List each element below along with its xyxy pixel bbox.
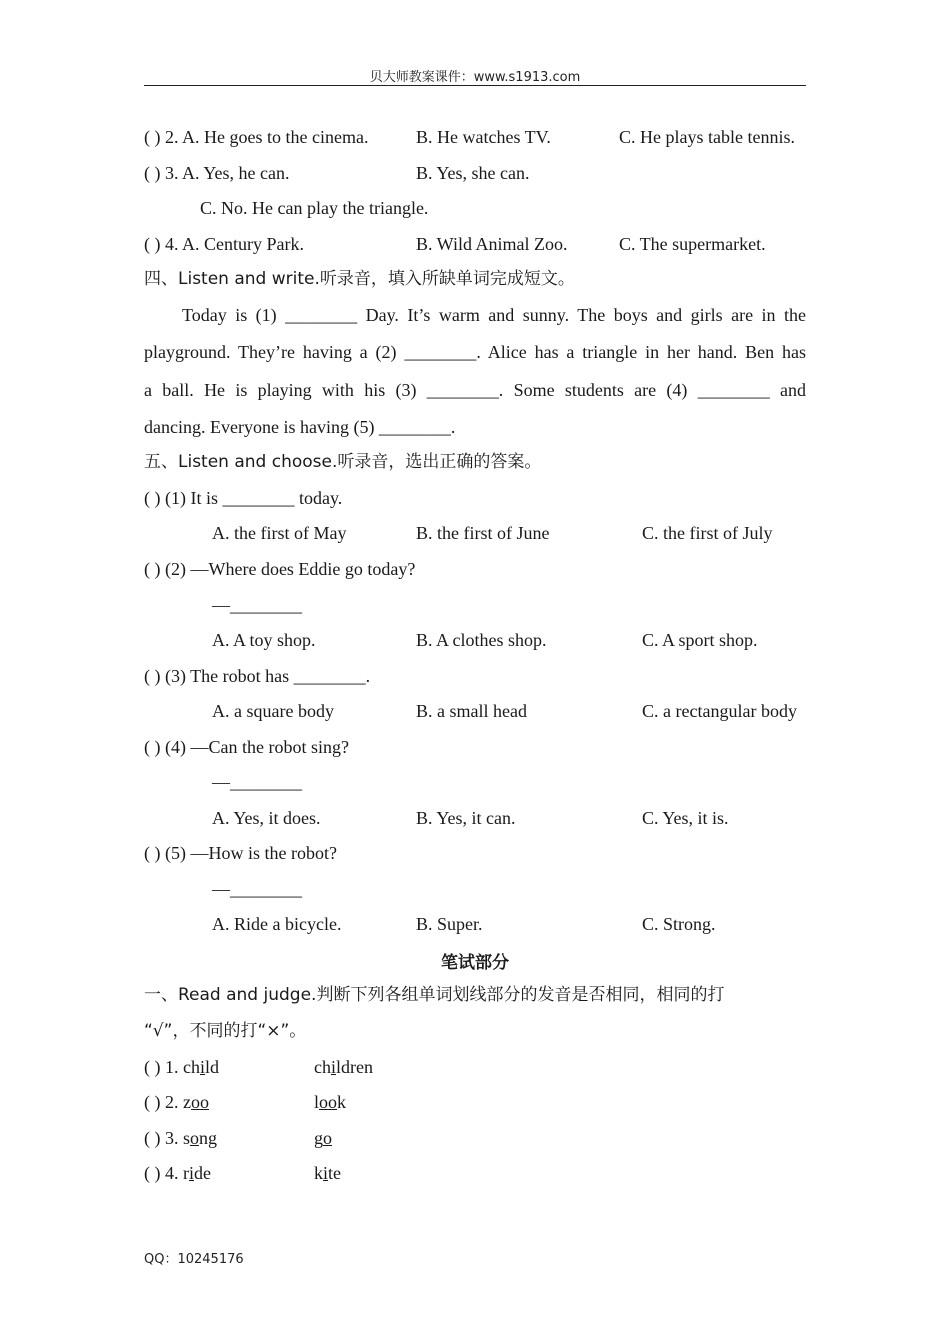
written-section1-title-line1: 一、Read and judge.判断下列各组单词划线部分的发音是否相同，相同的打 — [144, 985, 725, 1005]
s5-q5-stem: ( ) (5) —How is the robot? — [144, 843, 337, 863]
underlined-letters: i — [189, 1163, 195, 1183]
word-part: ng — [199, 1128, 218, 1148]
judge-item-1-word2 — [314, 1056, 373, 1078]
q2-option-c: C. He plays table tennis. — [619, 127, 795, 147]
word-part: de — [194, 1163, 212, 1183]
q4-option-b: B. Wild Animal Zoo. — [416, 234, 568, 254]
s5-q4-answer-blank: —________ — [212, 772, 302, 792]
question-2 — [144, 126, 368, 148]
word-part: ldren — [336, 1057, 373, 1077]
page-footer: QQ：10245176 — [144, 1252, 244, 1267]
underlined-letters: o — [323, 1128, 332, 1148]
s5-q3-stem: ( ) (3) The robot has ________. — [144, 666, 371, 686]
q2-option-b: B. He watches TV. — [416, 127, 551, 147]
s5-q2-option-b: B. A clothes shop. — [416, 630, 547, 650]
underlined-letters: oo — [319, 1092, 338, 1112]
word-part: ch — [314, 1057, 331, 1077]
word-part: k — [337, 1092, 347, 1112]
word-part: k — [314, 1163, 323, 1183]
s5-q4-option-b: B. Yes, it can. — [416, 808, 516, 828]
judge-item-4 — [144, 1162, 211, 1184]
word-part: te — [328, 1163, 342, 1183]
s5-q1-option-c: C. the first of July — [642, 523, 773, 543]
word-part: l — [314, 1092, 320, 1112]
s5-q1-option-a: A. the first of May — [212, 523, 347, 543]
word-part: r — [183, 1163, 189, 1183]
underlined-letters: i — [331, 1057, 337, 1077]
underlined-letters: oo — [191, 1092, 209, 1112]
section5-title: 五、Listen and choose.听录音，选出正确的答案。 — [144, 452, 542, 472]
s5-q2-option-c: C. A sport shop. — [642, 630, 758, 650]
s5-q1-option-b: B. the first of June — [416, 523, 550, 543]
q4-option-c: C. The supermarket. — [619, 234, 766, 254]
s5-q4-option-c: C. Yes, it is. — [642, 808, 729, 828]
word-part: z — [183, 1092, 191, 1112]
q2-option-a: ( ) 2. A. He goes to the cinema. — [144, 127, 369, 147]
page-header: 贝大师教案课件：www.s1913.com — [369, 70, 581, 85]
underlined-letters: i — [200, 1057, 206, 1077]
judge-item-3-word2 — [314, 1127, 332, 1149]
judge-item-3 — [144, 1127, 217, 1149]
underlined-letters: o — [190, 1128, 200, 1148]
passage-line-4: dancing. Everyone is having (5) ________. — [144, 417, 456, 437]
written-part-title: 笔试部分 — [441, 953, 509, 973]
s5-q5-option-a: A. Ride a bicycle. — [212, 914, 342, 934]
word-part: s — [183, 1128, 191, 1148]
header-divider — [144, 85, 806, 86]
judge-item-label: ( ) 1. — [144, 1057, 183, 1077]
s5-q3-option-b: B. a small head — [416, 701, 527, 721]
s5-q2-answer-blank: —________ — [212, 595, 302, 615]
s5-q5-option-c: C. Strong. — [642, 914, 716, 934]
s5-q2-option-a: A. A toy shop. — [212, 630, 316, 650]
q3-option-a: ( ) 3. A. Yes, he can. — [144, 163, 290, 183]
passage-line-3: a ball. He is playing with his (3) ________. Some students are (4) ________ and — [144, 380, 806, 400]
passage-line-2: playground. They’re having a (2) ________. Alice has a triangle in her hand. Ben has — [144, 342, 806, 362]
s5-q2-stem: ( ) (2) —Where does Eddie go today? — [144, 559, 416, 579]
judge-item-label: ( ) 2. — [144, 1092, 183, 1112]
q4-option-a: ( ) 4. A. Century Park. — [144, 234, 304, 254]
section4-title: 四、Listen and write.听录音，填入所缺单词完成短文。 — [144, 269, 575, 289]
word-part: ld — [205, 1057, 220, 1077]
judge-item-label: ( ) 4. — [144, 1163, 183, 1183]
judge-item-2 — [144, 1091, 209, 1113]
judge-item-1 — [144, 1056, 219, 1078]
passage-line-1: Today is (1) ________ Day. It’s warm and sunny. The boys and girls are in the — [182, 305, 806, 325]
s5-q3-option-c: C. a rectangular body — [642, 701, 797, 721]
judge-item-label: ( ) 3. — [144, 1128, 183, 1148]
s5-q5-answer-blank: —________ — [212, 879, 302, 899]
s5-q4-stem: ( ) (4) —Can the robot sing? — [144, 737, 349, 757]
underlined-letters: i — [323, 1163, 329, 1183]
s5-q4-option-a: A. Yes, it does. — [212, 808, 321, 828]
judge-item-4-word2 — [314, 1162, 341, 1184]
judge-item-2-word2 — [314, 1091, 346, 1113]
written-section1-title-line2: “√”，不同的打“×”。 — [144, 1021, 307, 1041]
q3-option-b: B. Yes, she can. — [416, 163, 530, 183]
s5-q1-stem: ( ) (1) It is ________ today. — [144, 488, 343, 508]
q3-option-c: C. No. He can play the triangle. — [200, 198, 429, 218]
s5-q5-option-b: B. Super. — [416, 914, 483, 934]
s5-q3-option-a: A. a square body — [212, 701, 334, 721]
word-part: ch — [183, 1057, 200, 1077]
word-part: g — [314, 1128, 323, 1148]
